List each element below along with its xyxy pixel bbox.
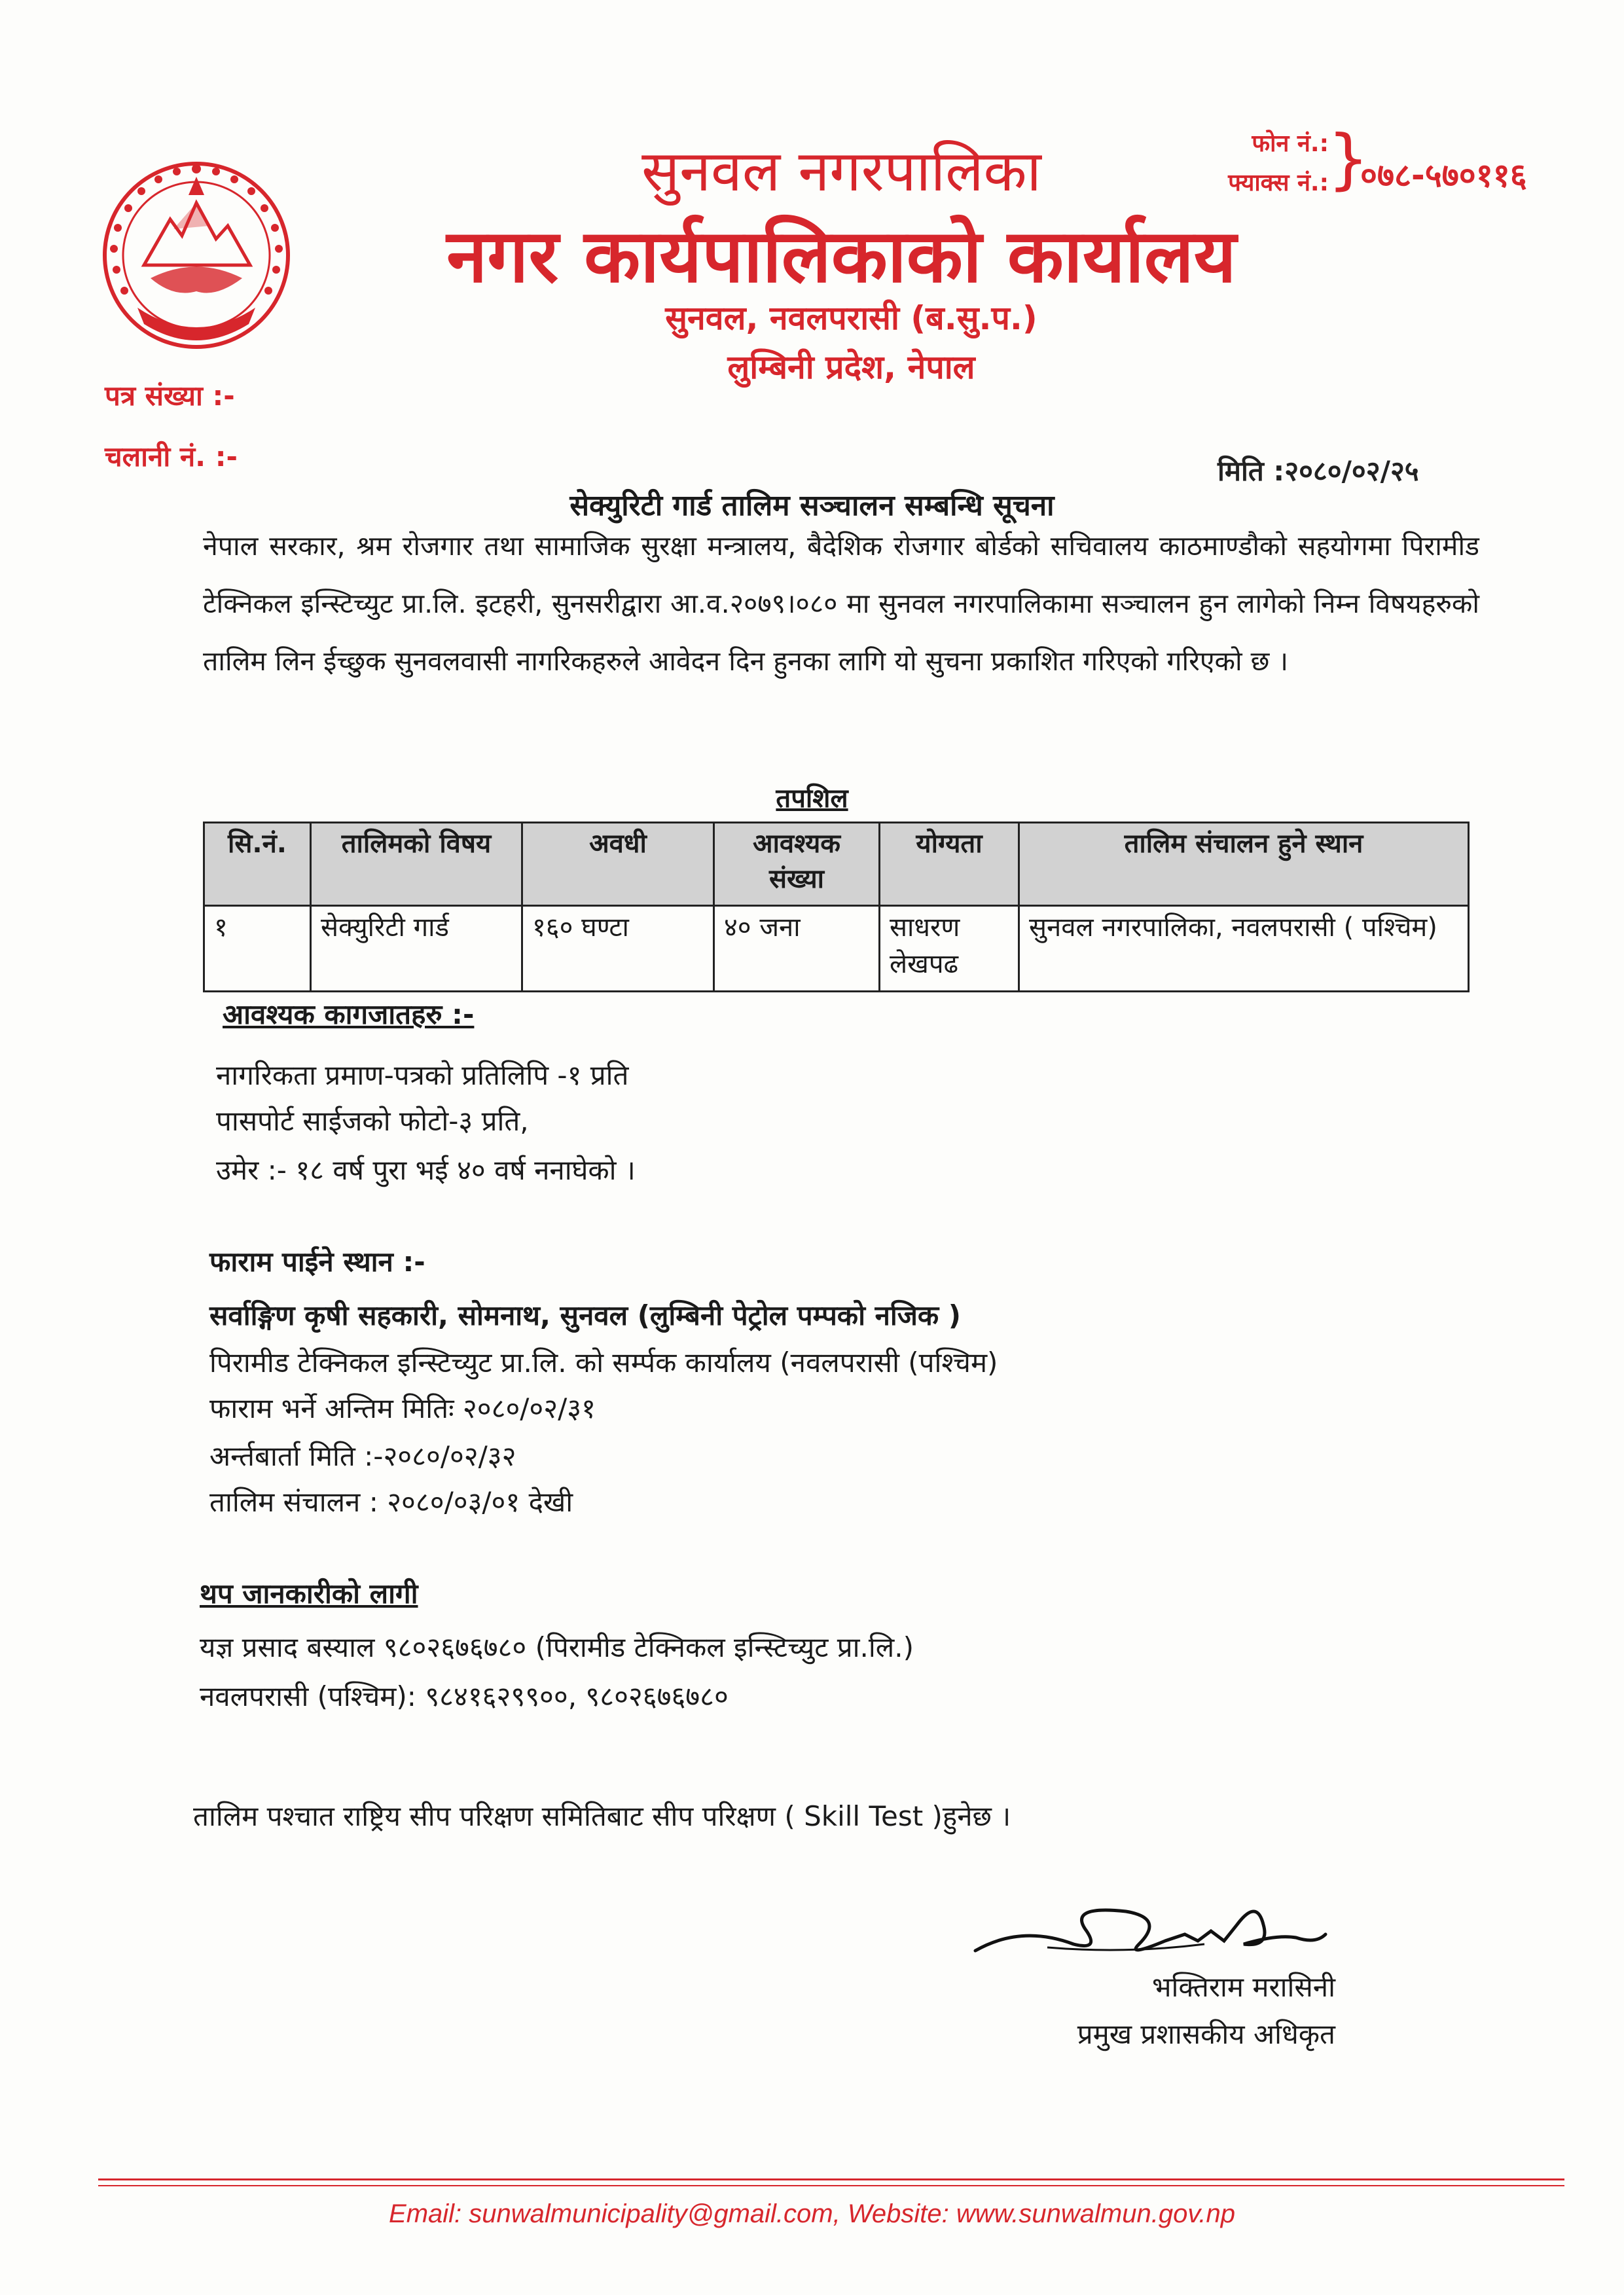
document-item-age: उमेर :- १८ वर्ष पुरा भई ४० वर्ष ननाघेको । — [216, 1154, 636, 1186]
letter-number-label: पत्र संख्या :- — [105, 380, 235, 412]
signatory-block — [1008, 1964, 1335, 2058]
header-required-count: आवश्यक संख्या — [714, 823, 880, 906]
notice-date: मिति :२०८०/०२/२५ — [1218, 455, 1419, 487]
contact-office: पिरामीड टेक्निकल इन्स्टिच्युट प्रा.लि. को सर्म्पक कार्यालय (नवलपरासी (पश्चिम) — [209, 1346, 998, 1379]
table-caption — [0, 779, 1624, 815]
phone-number: ०७८-५७०११६ — [1360, 156, 1527, 194]
interview-date: अर्न्तबार्ता मिति :-२०८०/०२/३२ — [209, 1440, 516, 1472]
municipality-name: सुनवल नगरपालिका — [641, 139, 1041, 204]
closing-note: तालिम पश्चात राष्ट्रिय सीप परिक्षण समितिबाट सीप परिक्षण ( Skill Test )हुनेछ । — [193, 1800, 1011, 1832]
footer-contact: Email: sunwalmunicipality@gmail.com, Website: www.sunwalmun.gov.np — [389, 2199, 1235, 2228]
phone-label: फोन नं.: — [1252, 130, 1329, 157]
body-paragraph: नेपाल सरकार, श्रम रोजगार तथा सामाजिक सुरक्षा मन्त्रालय, बैदेशिक रोजगार बोर्डको सचिवालय काठमाण्डौको सहयोगमा पिरामीड टेक्निकल इन्स्टिच्युट प्रा.लि. इटहरी, सुनसरीद्वारा आ.व.२०७९।०८० मा सुनवल नगरपालिकामा सञ्चालन हुन लागेको निम्न विषयहरुको तालिम लिन ईच्छुक सुनवलवासी नागरिकहरुले आवेदन दिन हुनका लागि यो सुचना प्रकाशित गरिएको गरिएको छ । — [203, 530, 1479, 677]
table-caption-text: तपशिल — [776, 784, 848, 814]
table-header-row — [204, 823, 1469, 906]
more-info-heading: थप जानकारीको लागी — [200, 1578, 418, 1610]
header-subject: तालिमको विषय — [311, 823, 522, 906]
form-last-date: फाराम भर्ने अन्तिम मितिः २०८०/०२/३१ — [209, 1392, 596, 1424]
cell-qualification: साधरण लेखपढ — [880, 906, 1019, 992]
more-info-contact-2: नवलपरासी (पश्चिम): ९८४१६२९९००, ९८०२६७६७८० — [200, 1680, 729, 1712]
footer-rule-top — [98, 2178, 1564, 2180]
form-location-heading: फाराम पाईने स्थान :- — [209, 1246, 425, 1278]
form-location: सर्वाङ्गिण कृषी सहकारी, सोमनाथ, सुनवल (लुम्बिनी पेट्रोल पम्पको नजिक ) — [209, 1299, 961, 1331]
footer-rule-bottom — [98, 2185, 1564, 2186]
brace-icon: } — [1327, 120, 1369, 197]
fax-label: फ्याक्स नं.: — [1228, 170, 1329, 196]
training-table — [203, 822, 1470, 992]
header-serial: सि.नं. — [204, 823, 311, 906]
more-info-contact-1: यज्ञ प्रसाद बस्याल ९८०२६७६७८० (पिरामीड टेक्निकल इन्स्टिच्युट प्रा.लि.) — [200, 1631, 914, 1663]
notice-title: सेक्युरिटी गार्ड तालिम सञ्चालन सम्बन्धि सूचना — [569, 489, 1055, 522]
documents-heading: आवश्यक कागजातहरु :- — [223, 998, 475, 1030]
document-item-citizenship: नागरिकता प्रमाण-पत्रको प्रतिलिपि -१ प्रति — [216, 1059, 629, 1091]
header-duration: अवधी — [522, 823, 714, 906]
header-venue: तालिम संचालन हुने स्थान — [1019, 823, 1469, 906]
cell-subject: सेक्युरिटी गार्ड — [311, 906, 522, 992]
address-line-1: सुनवल, नवलपरासी (ब.सु.प.) — [665, 299, 1038, 337]
signatory-name: भक्तिराम मरासिनी — [1151, 1971, 1335, 2003]
contact-labels — [1191, 124, 1329, 203]
cell-venue: सुनवल नगरपालिका, नवलपरासी ( पश्चिम) — [1019, 906, 1469, 992]
cell-serial: १ — [204, 906, 311, 992]
office-name: नगर कार्यपालिकाको कार्यालय — [446, 214, 1236, 299]
dispatch-number-label: चलानी नं. :- — [105, 441, 238, 473]
cell-count: ४० जना — [714, 906, 880, 992]
document-item-photo: पासपोर्ट साईजको फोटो-३ प्रति, — [216, 1105, 529, 1137]
table-row — [204, 906, 1469, 992]
header-qualification: योग्यता — [880, 823, 1019, 906]
address-line-2: लुम्बिनी प्रदेश, नेपाल — [727, 348, 975, 386]
cell-duration: १६० घण्टा — [522, 906, 714, 992]
training-start-date: तालिम संचालन : २०८०/०३/०१ देखी — [209, 1486, 573, 1518]
signatory-title: प्रमुख प्रशासकीय अधिकृत — [1077, 2018, 1335, 2050]
